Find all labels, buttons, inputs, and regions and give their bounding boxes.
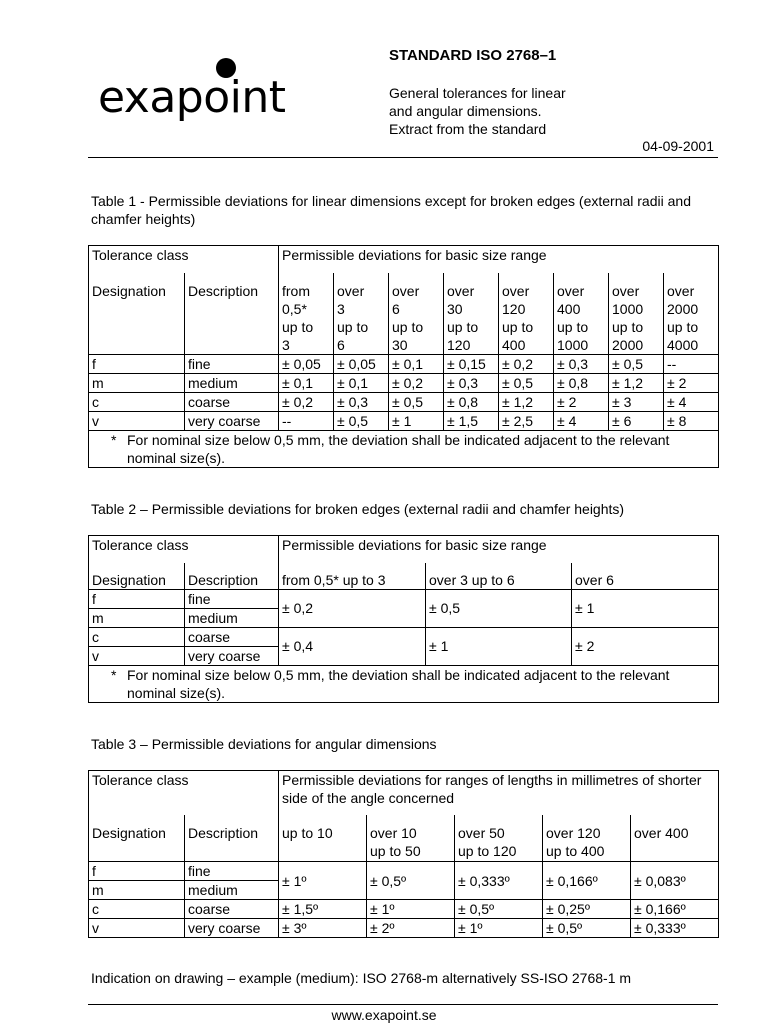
- column-header-line: 3: [337, 300, 345, 317]
- designation-cell: m: [89, 608, 185, 627]
- size-range-column-header: [499, 273, 554, 355]
- column-header-line: over 10: [370, 824, 417, 841]
- size-range-column-header: [334, 273, 389, 355]
- value-cell: ± 0,15: [444, 354, 499, 373]
- column-header-line: up to: [612, 318, 644, 335]
- value-cell: ± 4: [554, 411, 609, 430]
- table-row: [89, 373, 719, 392]
- value-cell: ± 2º: [367, 919, 455, 938]
- description-cell: medium: [185, 373, 279, 392]
- table-row: [89, 627, 719, 646]
- value-cell: ± 0,5: [499, 373, 554, 392]
- description-cell: coarse: [185, 392, 279, 411]
- designation-cell: f: [89, 354, 185, 373]
- designation-cell: v: [89, 919, 185, 938]
- footer-divider: [88, 1004, 718, 1005]
- logo-text: exapoint: [98, 72, 286, 123]
- description-header: Description: [185, 815, 279, 862]
- description-cell: very coarse: [185, 411, 279, 430]
- subtitle-line: Extract from the standard: [389, 121, 547, 137]
- designation-header: Designation: [89, 815, 185, 862]
- column-header-line: 2000: [612, 336, 644, 353]
- column-header-line: 6: [392, 300, 400, 317]
- value-cell: ± 1: [572, 589, 719, 627]
- size-range-column-header: [444, 273, 499, 355]
- value-cell: ± 1,2: [609, 373, 664, 392]
- designation-cell: c: [89, 392, 185, 411]
- value-cell: ± 0,05: [334, 354, 389, 373]
- table-row: [89, 900, 719, 919]
- value-cell: ± 0,5: [389, 392, 444, 411]
- table-row: [89, 354, 719, 373]
- table-row: [89, 862, 719, 881]
- column-header-line: over 120: [546, 824, 601, 841]
- description-cell: fine: [185, 862, 279, 881]
- value-cell: ± 2: [554, 392, 609, 411]
- column-header-line: 1000: [557, 336, 589, 353]
- value-cell: ± 0,2: [279, 392, 334, 411]
- value-cell: ± 0,3: [444, 373, 499, 392]
- value-cell: ± 0,8: [444, 392, 499, 411]
- table1-caption: Table 1 - Permissible deviations for linear dimensions except for broken edges (external radii and chamfer heights): [91, 193, 691, 227]
- column-header-line: 120: [447, 336, 471, 353]
- designation-header: Designation: [89, 273, 185, 355]
- table1-footnote: [89, 430, 719, 467]
- description-cell: coarse: [185, 900, 279, 919]
- description-cell: very coarse: [185, 919, 279, 938]
- basic-size-range-header: Permissible deviations for basic size range: [279, 246, 719, 273]
- value-cell: ± 0,8: [554, 373, 609, 392]
- column-header-line: up to: [557, 318, 589, 335]
- table-row: [89, 411, 719, 430]
- column-header-line: up to: [392, 318, 424, 335]
- value-cell: ± 0,3: [334, 392, 389, 411]
- note-row: [89, 430, 719, 467]
- value-cell: ± 0,1: [389, 354, 444, 373]
- value-cell: ± 0,166º: [543, 862, 631, 900]
- value-cell: ± 1,5: [444, 411, 499, 430]
- subtitle-line: General tolerances for linear: [389, 85, 566, 101]
- value-cell: ± 0,25º: [543, 900, 631, 919]
- subtitle-line: and angular dimensions.: [389, 103, 542, 119]
- standard-title: STANDARD ISO 2768–1: [389, 47, 557, 64]
- value-cell: --: [664, 354, 719, 373]
- description-cell: fine: [185, 354, 279, 373]
- value-cell: ± 6: [609, 411, 664, 430]
- value-cell: ± 0,5: [426, 589, 572, 627]
- value-cell: ± 0,083º: [631, 862, 719, 900]
- column-header-line: over: [392, 282, 420, 299]
- column-header-line: over 400: [634, 824, 689, 841]
- value-cell: ± 0,2: [499, 354, 554, 373]
- column-header-line: up to 400: [546, 842, 605, 859]
- column-header-line: 3: [282, 336, 290, 353]
- description-cell: medium: [185, 881, 279, 900]
- column-header-line: over: [337, 282, 365, 299]
- length-range-column-header: [455, 815, 543, 862]
- value-cell: --: [279, 411, 334, 430]
- value-cell: ± 1: [389, 411, 444, 430]
- value-cell: ± 2,5: [499, 411, 554, 430]
- value-cell: ± 1,2: [499, 392, 554, 411]
- designation-cell: f: [89, 862, 185, 881]
- description-cell: fine: [185, 589, 279, 608]
- drawing-indication-example: Indication on drawing – example (medium): ISO 2768-m alternatively SS-ISO 2768-1 m: [91, 970, 632, 986]
- column-header-line: over: [612, 282, 640, 299]
- column-header-line: over: [557, 282, 585, 299]
- value-cell: ± 2: [664, 373, 719, 392]
- designation-cell: m: [89, 373, 185, 392]
- column-header-line: up to: [447, 318, 479, 335]
- designation-cell: v: [89, 411, 185, 430]
- table3-angular-deviations: [88, 770, 719, 938]
- value-cell: ± 0,1: [279, 373, 334, 392]
- column-header-line: over 50: [458, 824, 505, 841]
- column-header-line: up to 50: [370, 842, 421, 859]
- standard-subtitle: [389, 84, 566, 138]
- value-cell: ± 0,4: [279, 627, 426, 665]
- column-header-line: 400: [557, 300, 581, 317]
- table1-linear-deviations: [88, 245, 719, 468]
- table-row: [89, 919, 719, 938]
- table-row: [89, 392, 719, 411]
- table2-footnote: [89, 665, 719, 702]
- value-cell: ± 0,05: [279, 354, 334, 373]
- value-cell: ± 0,2: [389, 373, 444, 392]
- value-cell: ± 0,3: [554, 354, 609, 373]
- designation-cell: f: [89, 589, 185, 608]
- value-cell: ± 1º: [279, 862, 367, 900]
- basic-size-range-header: Permissible deviations for basic size range: [279, 536, 719, 563]
- column-header-line: 400: [502, 336, 526, 353]
- designation-cell: c: [89, 900, 185, 919]
- description-header: Description: [185, 273, 279, 355]
- footnote-asterisk: *: [111, 431, 117, 448]
- value-cell: ± 1º: [367, 900, 455, 919]
- range-column-header: over 3 up to 6: [426, 563, 572, 590]
- description-cell: very coarse: [185, 646, 279, 665]
- column-header-line: 2000: [667, 300, 699, 317]
- description-cell: coarse: [185, 627, 279, 646]
- size-range-column-header: [609, 273, 664, 355]
- column-header-line: from: [282, 282, 310, 299]
- column-header-line: up to: [667, 318, 699, 335]
- column-header-line: 1000: [612, 300, 644, 317]
- column-header-line: 30: [447, 300, 463, 317]
- column-header-line: 120: [502, 300, 526, 317]
- tolerance-class-header: Tolerance class: [89, 536, 279, 563]
- designation-cell: c: [89, 627, 185, 646]
- tolerance-class-header: Tolerance class: [89, 246, 279, 273]
- length-range-header: Permissible deviations for ranges of lengths in millimetres of shorter side of the angle concerned: [279, 771, 719, 815]
- column-header-line: 30: [392, 336, 408, 353]
- column-header-line: over: [447, 282, 475, 299]
- column-header-line: 0,5*: [282, 300, 307, 317]
- value-cell: ± 0,166º: [631, 900, 719, 919]
- length-range-column-header: [279, 815, 367, 862]
- column-header-line: over: [667, 282, 695, 299]
- value-cell: ± 1: [426, 627, 572, 665]
- designation-cell: m: [89, 881, 185, 900]
- length-range-column-header: [631, 815, 719, 862]
- value-cell: ± 8: [664, 411, 719, 430]
- column-header-line: up to: [502, 318, 534, 335]
- column-header-line: 4000: [667, 336, 699, 353]
- footnote-text: For nominal size below 0,5 mm, the deviation shall be indicated adjacent to the relevant nominal size(s).: [127, 431, 670, 466]
- value-cell: ± 0,5º: [455, 900, 543, 919]
- value-cell: ± 0,333º: [455, 862, 543, 900]
- size-range-column-header: [279, 273, 334, 355]
- column-header-line: over: [502, 282, 530, 299]
- value-cell: ± 4: [664, 392, 719, 411]
- column-header-line: up to: [282, 318, 314, 335]
- value-cell: ± 3: [609, 392, 664, 411]
- range-column-header: over 6: [572, 563, 719, 590]
- table2-broken-edges-deviations: [88, 535, 719, 703]
- value-cell: ± 2: [572, 627, 719, 665]
- value-cell: ± 3º: [279, 919, 367, 938]
- length-range-column-header: [367, 815, 455, 862]
- column-header-line: 6: [337, 336, 345, 353]
- range-column-header: from 0,5* up to 3: [279, 563, 426, 590]
- column-header-line: up to: [337, 318, 369, 335]
- size-range-column-header: [554, 273, 609, 355]
- table3-caption: Table 3 – Permissible deviations for angular dimensions: [91, 736, 437, 752]
- size-range-column-header: [389, 273, 444, 355]
- header-divider: [88, 157, 718, 158]
- designation-header: Designation: [89, 563, 185, 590]
- value-cell: ± 1,5º: [279, 900, 367, 919]
- description-cell: medium: [185, 608, 279, 627]
- description-header: Description: [185, 563, 279, 590]
- footer-website[interactable]: www.exapoint.se: [331, 1007, 437, 1023]
- value-cell: ± 0,5º: [367, 862, 455, 900]
- size-range-column-header: [664, 273, 719, 355]
- tolerance-class-header: Tolerance class: [89, 771, 279, 815]
- table-row: [89, 589, 719, 608]
- document-date: 04-09-2001: [642, 138, 714, 154]
- length-range-column-header: [543, 815, 631, 862]
- exapoint-logo: [98, 58, 286, 128]
- column-header-line: up to 10: [282, 824, 333, 841]
- value-cell: ± 0,5: [609, 354, 664, 373]
- column-header-line: up to 120: [458, 842, 517, 859]
- value-cell: ± 0,333º: [631, 919, 719, 938]
- table2-caption: Table 2 – Permissible deviations for broken edges (external radii and chamfer heights): [91, 501, 625, 517]
- value-cell: ± 0,2: [279, 589, 426, 627]
- footnote-text: For nominal size below 0,5 mm, the deviation shall be indicated adjacent to the relevant nominal size(s).: [127, 666, 670, 701]
- designation-cell: v: [89, 646, 185, 665]
- footnote-asterisk: *: [111, 666, 117, 683]
- value-cell: ± 0,1: [334, 373, 389, 392]
- value-cell: ± 0,5: [334, 411, 389, 430]
- value-cell: ± 0,5º: [543, 919, 631, 938]
- value-cell: ± 1º: [455, 919, 543, 938]
